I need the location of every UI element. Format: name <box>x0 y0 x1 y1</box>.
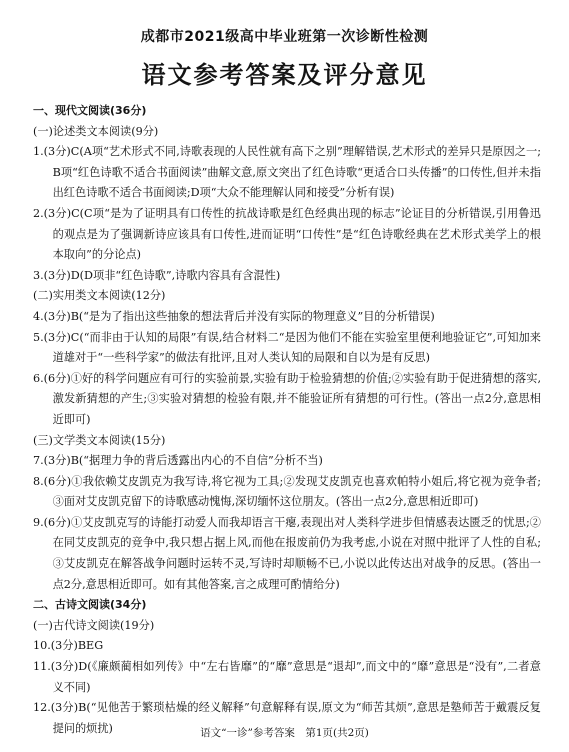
subsection-heading-practical: (二)实用类文本阅读(12分) <box>33 289 166 303</box>
answer-item-8: 8.(6分)①我依赖艾皮凯克为我写诗,将它视为工具;②发现艾皮凯克也喜欢帕特小姐后,将它视为竞争者;③面对艾皮凯克留下的诗歌感动愧悔,深切缅怀这位朋友。(答出一点2分,意思相近即可) <box>33 474 541 509</box>
answer-item-9: 9.(6分)①艾皮凯克写的诗能打动爱人而我却语言干瘪,表现出对人类科学进步但情感表达匮乏的忧思;②在同艾皮凯克的竞争中,我只想占据上风,而他在报废前仍为我考虑,小说在对照中批评了人性的自私;③艾皮凯克在解答战争问题时运转不灵,写诗时却顺畅不已,小说以此传达出对战争的反思。(答出一点2分,意思相近即可。如有其他答案,言之成理可酌情给分) <box>33 515 541 591</box>
section-heading-classical-reading: 二、古诗文阅读(34分) <box>33 598 147 612</box>
exam-title: 成都市2021级高中毕业班第一次诊断性检测 <box>140 29 429 45</box>
subsection-heading-classical-prose: (一)古代诗文阅读(19分) <box>33 618 155 632</box>
section-heading-modern-reading: 一、现代文阅读(36分) <box>33 104 147 117</box>
answer-body <box>33 101 541 739</box>
answer-item-7: 7.(3分)B(“据理力争的背后透露出内心的不自信”分析不当) <box>33 454 323 468</box>
answer-item-5: 5.(3分)C(“而非由于认知的局限”有误,结合材料二“是因为他们不能在实验室里便利地验证它”,可知加来道雄对于“一些科学家”的做法有批评,且对人类认知的局限和自以为是有反思) <box>33 330 541 365</box>
answer-item-2: 2.(3分)C(C项“是为了证明具有口传性的抗战诗歌是红色经典出现的标志”论证目的分析错误,引用鲁迅的观点是为了强调新诗应该具有口传性,进而证明“口传性”是“红色诗歌经典在艺术形式美学上的根本取向”的分论点) <box>33 206 541 262</box>
answer-item-3: 3.(3分)D(D项非“红色诗歌”,诗歌内容具有含混性) <box>33 268 281 282</box>
answer-item-1: 1.(3分)C(A项“艺术形式不同,诗歌表现的人民性就有高下之别”理解错误,艺术形式的差异只是原因之一;B项“红色诗歌不适合书面阅读”曲解文意,原文突出了红色诗歌“更适合口头传播”的口传性,但并未指出红色诗歌不适合书面阅读;D项“大众不能理解认同和接受”分析有误) <box>33 145 541 200</box>
answer-item-4: 4.(3分)B(“是为了指出这些抽象的想法背后并没有实际的物理意义”目的分析错误) <box>33 309 435 323</box>
answer-item-12: 12.(3分)B(“见他苦于繁琐枯燥的经义解释”句意解释有误,原文为“师苦其烦”,意思是塾师苦于戴震反复提问的烦扰) <box>33 701 541 735</box>
subsection-heading-argumentative: (一)论述类文本阅读(9分) <box>33 124 159 138</box>
answer-item-10: 10.(3分)BEG <box>33 639 104 653</box>
page-footer: 语文“一诊”参考答案 第1页(共2页) <box>200 727 369 739</box>
document-title: 语文参考答案及评分意见 <box>141 61 428 89</box>
answer-item-6: 6.(6分)①好的科学问题应有可行的实验前景,实验有助于检验猜想的价值;②实验有助于促进猜想的落实,激发新猜想的产生;③实验对猜想的检验有限,并不能验证所有猜想的可行性。(答出一点2分,意思相近即可) <box>33 371 541 426</box>
subsection-heading-literary: (三)文学类文本阅读(15分) <box>33 433 166 447</box>
answer-item-11: 11.(3分)D(《廉颇蔺相如列传》中“左右皆靡”的“靡”意思是“退却”,而文中的“靡”意思是“没有”,二者意义不同) <box>33 660 541 694</box>
